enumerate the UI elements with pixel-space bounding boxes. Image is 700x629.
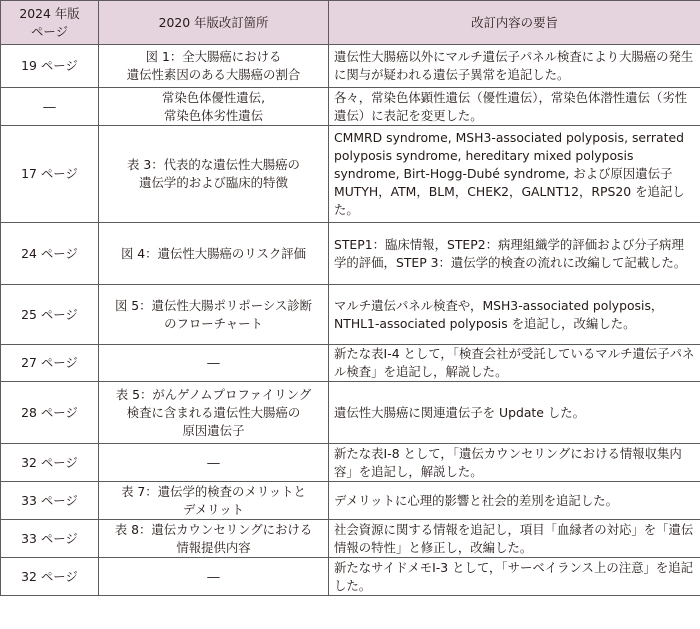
summary-cell-text: 遺伝性大腸癌に関連遺伝子を Update した。 [334,404,586,420]
table-header-row [1,1,700,45]
location-cell-text: ― [207,568,220,584]
location-cell-text: 表 8：遺伝カウンセリングにおける 情報提供内容 [114,521,313,555]
summary-cell-text: STEP1：臨床情報，STEP2：病理組織学的評価および分子病理学的評価，STEP 3：遺伝学的検査の流れに改編して記載した。 [334,236,687,270]
summary-cell [329,444,700,482]
page-cell-text: 28 ページ [21,404,78,420]
table-row [1,126,700,223]
summary-cell [329,88,700,126]
summary-cell-text: 社会資源に関する情報を追記し，項目「血縁者の対応」を「遺伝情報の特性」と修正し，改編した。 [334,521,694,555]
summary-cell-text: デメリットに心理的影響と社会的差別を追記した。 [334,492,618,508]
summary-cell [329,45,700,88]
summary-cell [329,558,700,596]
location-cell-text: 表 5：がんゲノムプロファイリング 検査に含まれる遺伝性大腸癌の 原因遺伝子 [115,386,312,438]
header-location-text: 2020 年版改訂箇所 [158,14,269,30]
summary-cell-text: 各々，常染色体顕性遺伝（優性遺伝），常染色体潜性遺伝（劣性遺伝）に表記を変更した。 [334,89,688,123]
location-cell [99,88,329,126]
summary-cell [329,285,700,345]
page-cell [1,482,99,520]
table-row [1,45,700,88]
location-cell [99,285,329,345]
header-location [99,1,329,45]
page-cell [1,223,99,285]
summary-cell-text: CMMRD syndrome, MSH3-associated polyposis, serrated polyposis syndrome, hereditary mixed polyposis syndrome, Birt-Hogg-Dubé syndrome, および原因遺伝子 MUTYH，ATM，BLM，CHEK2，GALNT12，RPS20 を追記した。 [334,130,685,217]
table-row [1,520,700,558]
page-cell-text: 33 ページ [21,530,78,546]
page-cell [1,520,99,558]
summary-cell-text: 遺伝性大腸癌以外にマルチ遺伝子パネル検査により大腸癌の発生に関与が疑われる遺伝子異常を追記した。 [334,49,694,82]
location-cell-text: ― [207,355,220,370]
summary-cell-text: マルチ遺伝パネル検査や，MSH3-associated polyposis，NTHL1-associated polyposis を追記し，改編した。 [334,297,664,331]
page-cell [1,45,99,88]
location-cell-text: ― [207,454,220,470]
header-summary-text: 改訂内容の要旨 [471,14,558,30]
page-cell-text: 32 ページ [21,454,78,470]
location-cell [99,482,329,520]
page-cell [1,88,99,126]
summary-cell [329,382,700,444]
table-row [1,345,700,382]
table-row [1,558,700,596]
page-cell-text: 33 ページ [21,492,78,508]
page-cell-text: 25 ページ [21,306,78,322]
summary-cell-text: 新たな表Ⅰ-8 として，「遺伝カウンセリングにおける情報収集内容」を追記し，解説した。 [334,445,682,479]
location-cell [99,45,329,88]
location-cell-text: 表 3：代表的な遺伝性大腸癌の 遺伝学的および臨床的特徴 [127,157,300,190]
summary-cell-text: 新たなサイドメモⅠ-3 として，「サーベイランス上の注意」を追記した。 [334,559,694,593]
page-cell-text: 24 ページ [21,245,78,261]
location-cell [99,520,329,558]
location-cell [99,558,329,596]
location-cell-text: 図 4：遺伝性大腸癌のリスク評価 [120,245,307,261]
summary-cell [329,482,700,520]
summary-cell [329,520,700,558]
location-cell-text: 常染色体優性遺伝, 常染色体劣性遺伝 [161,89,266,123]
location-cell [99,126,329,223]
table-row [1,88,700,126]
page-cell [1,345,99,382]
header-page-text: 2024 年版 ページ [19,5,80,39]
page-cell-text: 32 ページ [21,568,78,584]
summary-cell [329,223,700,285]
header-summary [329,1,700,45]
table-row [1,382,700,444]
location-cell-text: 図 5：遺伝性大腸ポリポーシス診断 のフローチャート [114,297,313,331]
summary-cell-text: 新たな表Ⅰ-4 として，「検査会社が受託しているマルチ遺伝子パネル検査」を追記し，解説した。 [334,346,695,379]
table-row [1,482,700,520]
summary-cell [329,126,700,223]
location-cell-text: 表 7：遺伝学的検査のメリットと デメリット [121,483,306,517]
location-cell [99,345,329,382]
page-cell-text: 17 ページ [21,166,78,181]
page-cell-text: 19 ページ [21,58,78,73]
table-row [1,223,700,285]
location-cell [99,382,329,444]
table-row [1,285,700,345]
page-cell [1,285,99,345]
page-cell-text: ― [43,98,56,114]
page-cell [1,558,99,596]
table-row [1,444,700,482]
page-cell [1,126,99,223]
page-cell [1,444,99,482]
header-page [1,1,99,45]
summary-cell [329,345,700,382]
location-cell [99,223,329,285]
page-cell-text: 27 ページ [21,355,78,370]
page-cell [1,382,99,444]
location-cell [99,444,329,482]
location-cell-text: 図 1：全大腸癌における 遺伝性素因のある大腸癌の割合 [126,49,301,82]
